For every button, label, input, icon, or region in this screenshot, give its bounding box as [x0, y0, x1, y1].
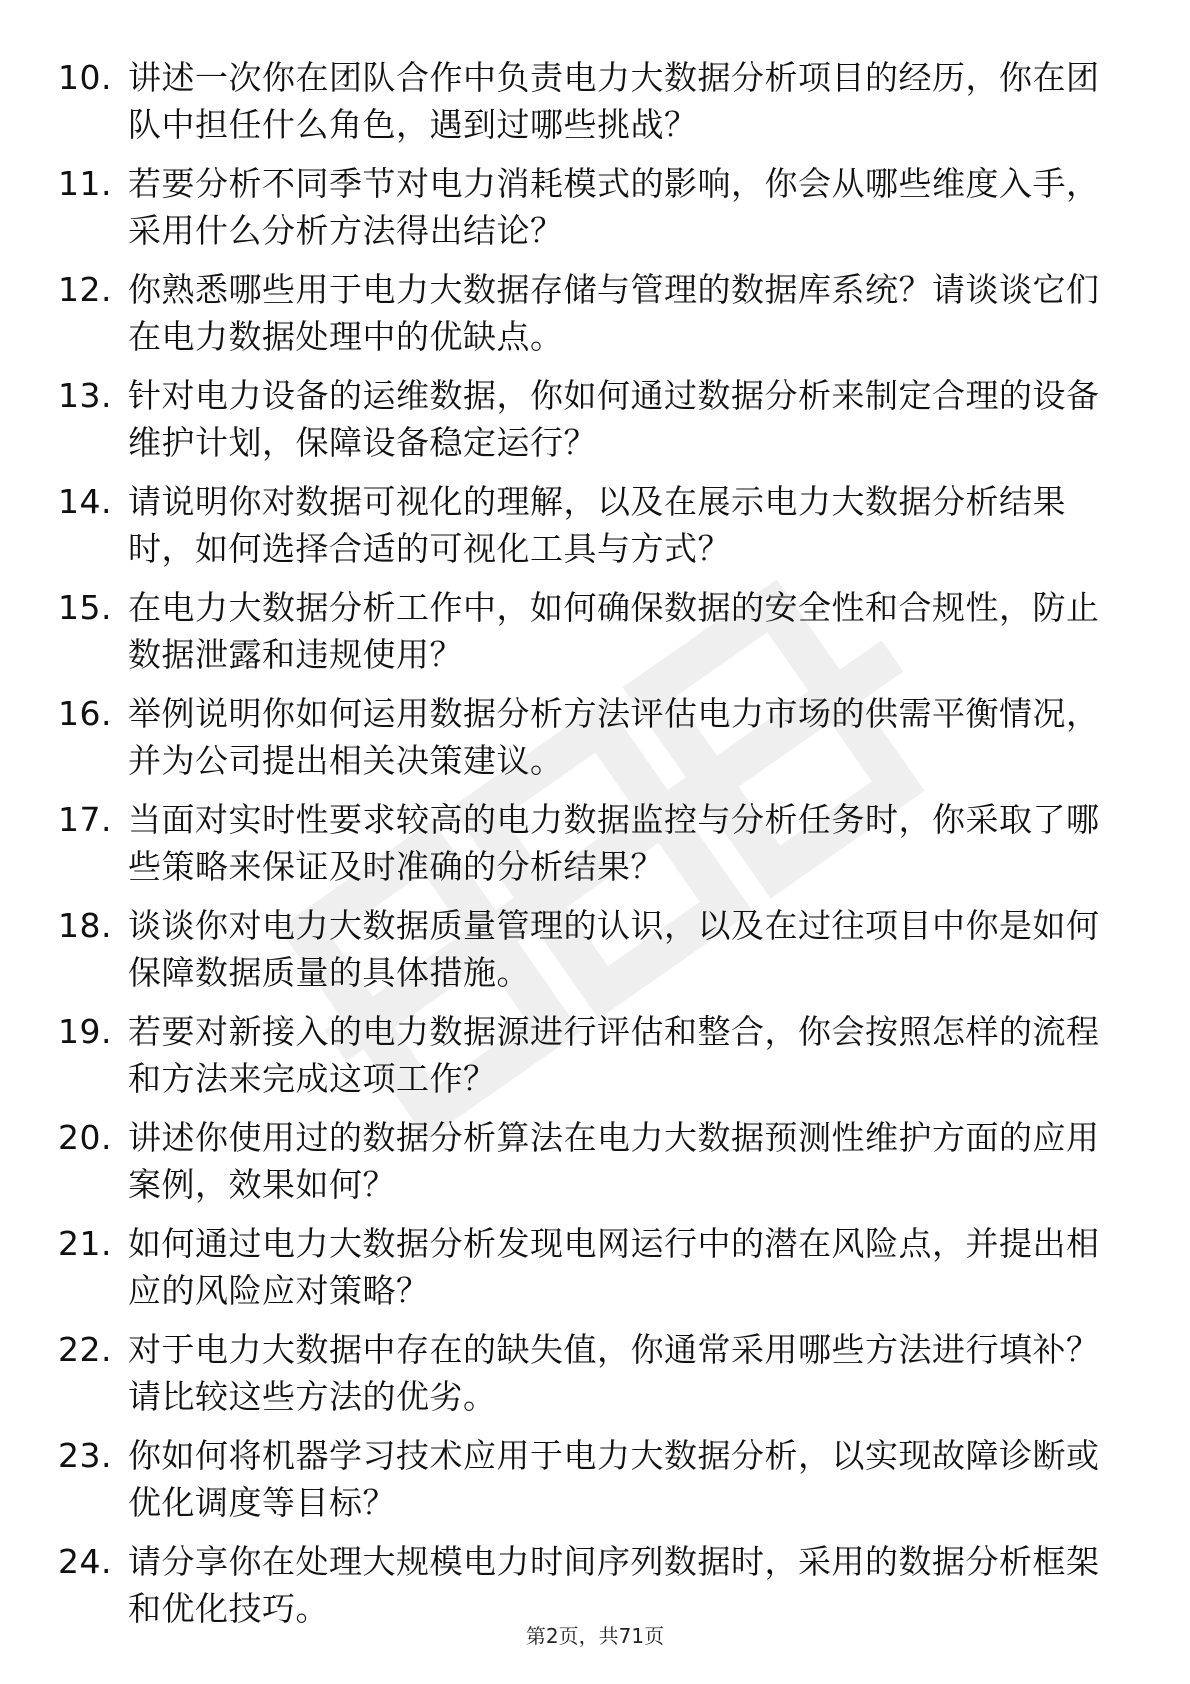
question-item: [58, 54, 1118, 148]
question-item: [58, 1220, 1118, 1314]
question-item: [58, 372, 1118, 466]
question-number: 20.: [58, 1118, 112, 1157]
question-number: 10.: [58, 58, 112, 97]
question-number: 21.: [58, 1224, 112, 1263]
question-item: [58, 1432, 1118, 1526]
question-item: [58, 1326, 1118, 1420]
question-text: 讲述一次你在团队合作中负责电力大数据分析项目的经历，你在团队中担任什么角色，遇到过哪些挑战？: [128, 58, 1100, 144]
question-text: 对于电力大数据中存在的缺失值，你通常采用哪些方法进行填补？请比较这些方法的优劣。: [128, 1330, 1100, 1416]
question-text: 若要对新接入的电力数据源进行评估和整合，你会按照怎样的流程和方法来完成这项工作？: [128, 1012, 1100, 1098]
question-number: 18.: [58, 906, 112, 945]
page-footer: 第2页，共71页: [525, 1624, 665, 1648]
question-item: [58, 902, 1118, 996]
question-text: 谈谈你对电力大数据质量管理的认识，以及在过往项目中你是如何保障数据质量的具体措施。: [128, 906, 1100, 992]
question-number: 15.: [58, 588, 112, 627]
question-number: 22.: [58, 1330, 112, 1369]
question-item: [58, 1114, 1118, 1208]
question-text: 当面对实时性要求较高的电力数据监控与分析任务时，你采取了哪些策略来保证及时准确的分析结果？: [128, 800, 1100, 886]
question-item: [58, 584, 1118, 678]
question-number: 17.: [58, 800, 112, 839]
question-list: [58, 54, 1118, 1644]
question-item: [58, 478, 1118, 572]
question-text: 请分享你在处理大规模电力时间序列数据时，采用的数据分析框架和优化技巧。: [128, 1542, 1100, 1628]
question-item: [58, 1538, 1118, 1632]
question-number: 19.: [58, 1012, 112, 1051]
question-text: 如何通过电力大数据分析发现电网运行中的潜在风险点，并提出相应的风险应对策略？: [128, 1224, 1100, 1310]
question-text: 你熟悉哪些用于电力大数据存储与管理的数据库系统？请谈谈它们在电力数据处理中的优缺点。: [128, 270, 1100, 356]
question-text: 举例说明你如何运用数据分析方法评估电力市场的供需平衡情况，并为公司提出相关决策建议。: [128, 694, 1100, 780]
question-text: 若要分析不同季节对电力消耗模式的影响，你会从哪些维度入手，采用什么分析方法得出结论？: [128, 164, 1100, 250]
question-text: 讲述你使用过的数据分析算法在电力大数据预测性维护方面的应用案例，效果如何？: [128, 1118, 1100, 1204]
question-number: 23.: [58, 1436, 112, 1475]
question-text: 请说明你对数据可视化的理解，以及在展示电力大数据分析结果时，如何选择合适的可视化工具与方式？: [128, 482, 1066, 568]
question-text: 针对电力设备的运维数据，你如何通过数据分析来制定合理的设备维护计划，保障设备稳定运行？: [128, 376, 1100, 462]
question-number: 13.: [58, 376, 112, 415]
question-number: 24.: [58, 1542, 112, 1581]
question-text: 你如何将机器学习技术应用于电力大数据分析，以实现故障诊断或优化调度等目标？: [128, 1436, 1100, 1522]
question-item: [58, 796, 1118, 890]
question-item: [58, 266, 1118, 360]
question-item: [58, 160, 1118, 254]
question-item: [58, 690, 1118, 784]
question-text: 在电力大数据分析工作中，如何确保数据的安全性和合规性，防止数据泄露和违规使用？: [128, 588, 1100, 674]
question-number: 12.: [58, 270, 112, 309]
question-number: 14.: [58, 482, 112, 521]
question-number: 11.: [58, 164, 112, 203]
question-item: [58, 1008, 1118, 1102]
question-number: 16.: [58, 694, 112, 733]
